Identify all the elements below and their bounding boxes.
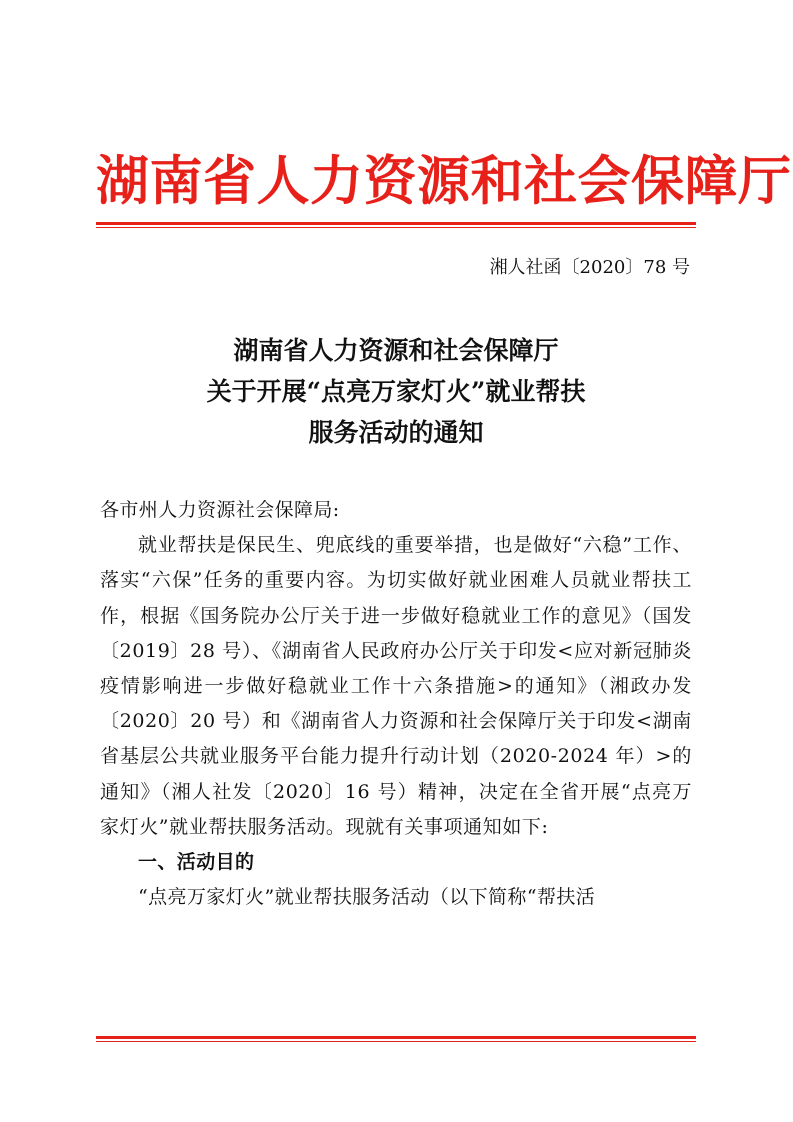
title-line-3: 服务活动的通知 (308, 418, 484, 447)
paragraph-2: “点亮万家灯火”就业帮扶服务活动（以下简称“帮扶活 (138, 886, 596, 909)
masthead-rule-thin (96, 227, 696, 228)
paragraph-1: 就业帮扶是保民生、兜底线的重要举措，也是做好“六稳”工作、落实“六保”任务的重要内容。为切实做好就业困难人员就业帮扶工作，根据《国务院办公厅关于进一步做好稳就业工作的意见》（国发〔2019〕28 号）、《湖南省人民政府办公厅关于印发<应对新冠肺炎疫情影响进一步做好稳就业工作十六条措施>的通知》（湘政办发〔2020〕20 号）和《湖南省人力资源和社会保障厅关于印发<湖南省基层公共就业服务平台能力提升行动计划（2020-2024 年）>的通知》（湘人社发〔2020〕16 号）精神，决定在全省开展“点亮万家灯火”就业帮扶服务活动。现就有关事项通知如下: (100, 534, 692, 838)
title-line-1: 湖南省人力资源和社会保障厅 (233, 336, 559, 365)
document-number: 湘人社函〔2020〕78 号 (489, 257, 690, 278)
masthead: 湖南省人力资源和社会保障厅 (96, 150, 792, 212)
footer-rule-thin (96, 1041, 696, 1042)
masthead-rule-thick (96, 222, 696, 225)
title-line-2: 关于开展“点亮万家灯火”就业帮扶 (206, 377, 586, 406)
document-body (100, 493, 692, 915)
footer-rule-thick (96, 1036, 696, 1039)
section-heading: 一、活动目的 (138, 851, 255, 874)
salutation: 各市州人力资源社会保障局: (100, 499, 340, 521)
document-title (96, 330, 696, 453)
